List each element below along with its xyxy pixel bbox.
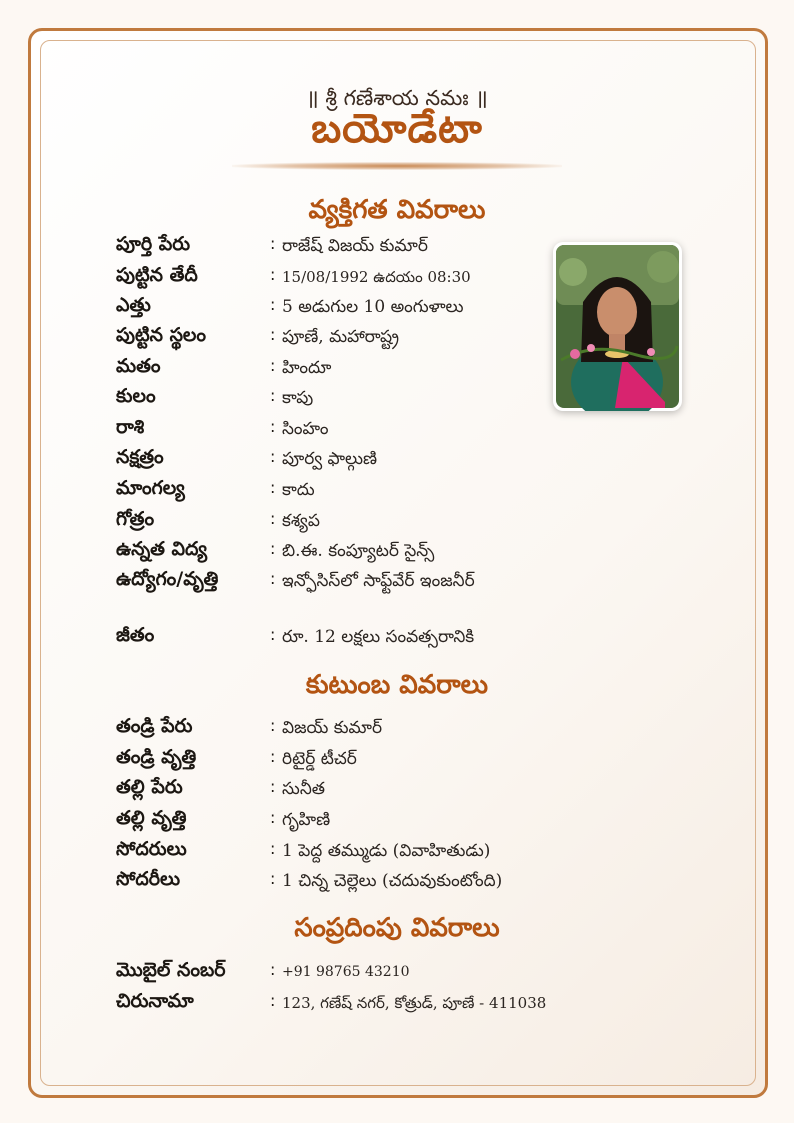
detail-label: మొబైల్ నంబర్ bbox=[116, 959, 226, 981]
detail-label: నక్షత్రం bbox=[116, 446, 164, 468]
colon-separator: : bbox=[270, 716, 276, 735]
colon-separator: : bbox=[270, 839, 276, 858]
colon-separator: : bbox=[270, 265, 276, 284]
colon-separator: : bbox=[270, 991, 276, 1010]
profile-photo bbox=[553, 242, 682, 411]
detail-value: 1 చిన్న చెల్లెలు (చదువుకుంటోంది) bbox=[282, 871, 503, 891]
colon-separator: : bbox=[270, 808, 276, 827]
page-title: బయోడేటా bbox=[311, 106, 483, 152]
detail-value: విజయ్ కుమార్ bbox=[282, 718, 383, 738]
detail-label: జీతం bbox=[116, 624, 155, 646]
detail-label: పూర్తి పేరు bbox=[116, 233, 191, 255]
detail-value: కాపు bbox=[282, 388, 314, 408]
detail-label: తండ్రి పేరు bbox=[116, 715, 193, 737]
detail-value: పూణే, మహారాష్ట్ర bbox=[282, 327, 400, 347]
colon-separator: : bbox=[270, 569, 276, 588]
detail-label: సోదరీలు bbox=[116, 868, 181, 890]
detail-value: కశ్యప bbox=[282, 511, 320, 531]
detail-value: హిందూ bbox=[282, 358, 332, 378]
detail-label: పుట్టిన స్థలం bbox=[116, 324, 207, 346]
section-title-family: కుటుంబ వివరాలు bbox=[305, 670, 489, 700]
detail-label: మతం bbox=[116, 355, 161, 377]
detail-value: సింహం bbox=[282, 419, 329, 439]
detail-label: ఉద్యోగం/వృత్తి bbox=[116, 568, 219, 590]
colon-separator: : bbox=[270, 960, 276, 979]
detail-value: సునీత bbox=[282, 779, 325, 799]
detail-value: +91 98765 43210 bbox=[282, 964, 410, 980]
colon-separator: : bbox=[270, 386, 276, 405]
colon-separator: : bbox=[270, 869, 276, 888]
detail-value: బి.ఈ. కంప్యూటర్ సైన్స్ bbox=[282, 541, 435, 561]
detail-label: గోత్రం bbox=[116, 508, 155, 530]
portrait-icon bbox=[553, 242, 682, 411]
detail-value: రూ. 12 లక్షలు సంవత్సరానికి bbox=[282, 627, 475, 647]
detail-label: తల్లి పేరు bbox=[116, 776, 183, 798]
detail-label: చిరునామా bbox=[116, 990, 194, 1012]
detail-label: సోదరులు bbox=[116, 838, 187, 860]
colon-separator: : bbox=[270, 447, 276, 466]
detail-label: పుట్టిన తేదీ bbox=[116, 264, 198, 286]
colon-separator: : bbox=[270, 625, 276, 644]
detail-value: గృహిణి bbox=[282, 810, 331, 830]
colon-separator: : bbox=[270, 539, 276, 558]
detail-label: ఎత్తు bbox=[116, 294, 151, 316]
section-title-contact: సంప్రదింపు వివరాలు bbox=[294, 913, 500, 943]
detail-value: 1 పెద్ద తమ్ముడు (వివాహితుడు) bbox=[282, 841, 491, 861]
detail-value: కాదు bbox=[282, 480, 315, 500]
colon-separator: : bbox=[270, 478, 276, 497]
detail-value: ఇన్ఫోసిస్‌లో సాఫ్ట్‌వేర్ ఇంజనీర్ bbox=[282, 571, 475, 591]
title-divider bbox=[232, 162, 562, 170]
detail-label: మాంగల్య bbox=[116, 477, 185, 499]
detail-label: తండ్రి వృత్తి bbox=[116, 746, 197, 768]
colon-separator: : bbox=[270, 234, 276, 253]
section-title-personal: వ్యక్తిగత వివరాలు bbox=[308, 195, 486, 225]
colon-separator: : bbox=[270, 295, 276, 314]
invocation-text: ॥ శ్రీ గణేశాయ నమః ॥ bbox=[306, 86, 488, 110]
detail-value: రిటైర్డ్ టీచర్ bbox=[282, 749, 357, 769]
colon-separator: : bbox=[270, 509, 276, 528]
colon-separator: : bbox=[270, 417, 276, 436]
detail-label: ఉన్నత విద్య bbox=[116, 538, 208, 560]
detail-label: రాశి bbox=[116, 416, 145, 438]
detail-label: కులం bbox=[116, 385, 156, 407]
detail-label: తల్లి వృత్తి bbox=[116, 807, 187, 829]
colon-separator: : bbox=[270, 747, 276, 766]
detail-value: 15/08/1992 ఉదయం 08:30 bbox=[282, 268, 471, 286]
detail-value: 5 అడుగుల 10 అంగుళాలు bbox=[282, 297, 464, 317]
detail-value: రాజేష్ విజయ్ కుమార్ bbox=[282, 236, 428, 256]
detail-value: పూర్వ ఫాల్గుణి bbox=[282, 449, 378, 469]
detail-value: 123, గణేష్ నగర్, కోత్రుడ్, పూణే - 411038 bbox=[282, 994, 547, 1012]
colon-separator: : bbox=[270, 356, 276, 375]
colon-separator: : bbox=[270, 777, 276, 796]
colon-separator: : bbox=[270, 325, 276, 344]
